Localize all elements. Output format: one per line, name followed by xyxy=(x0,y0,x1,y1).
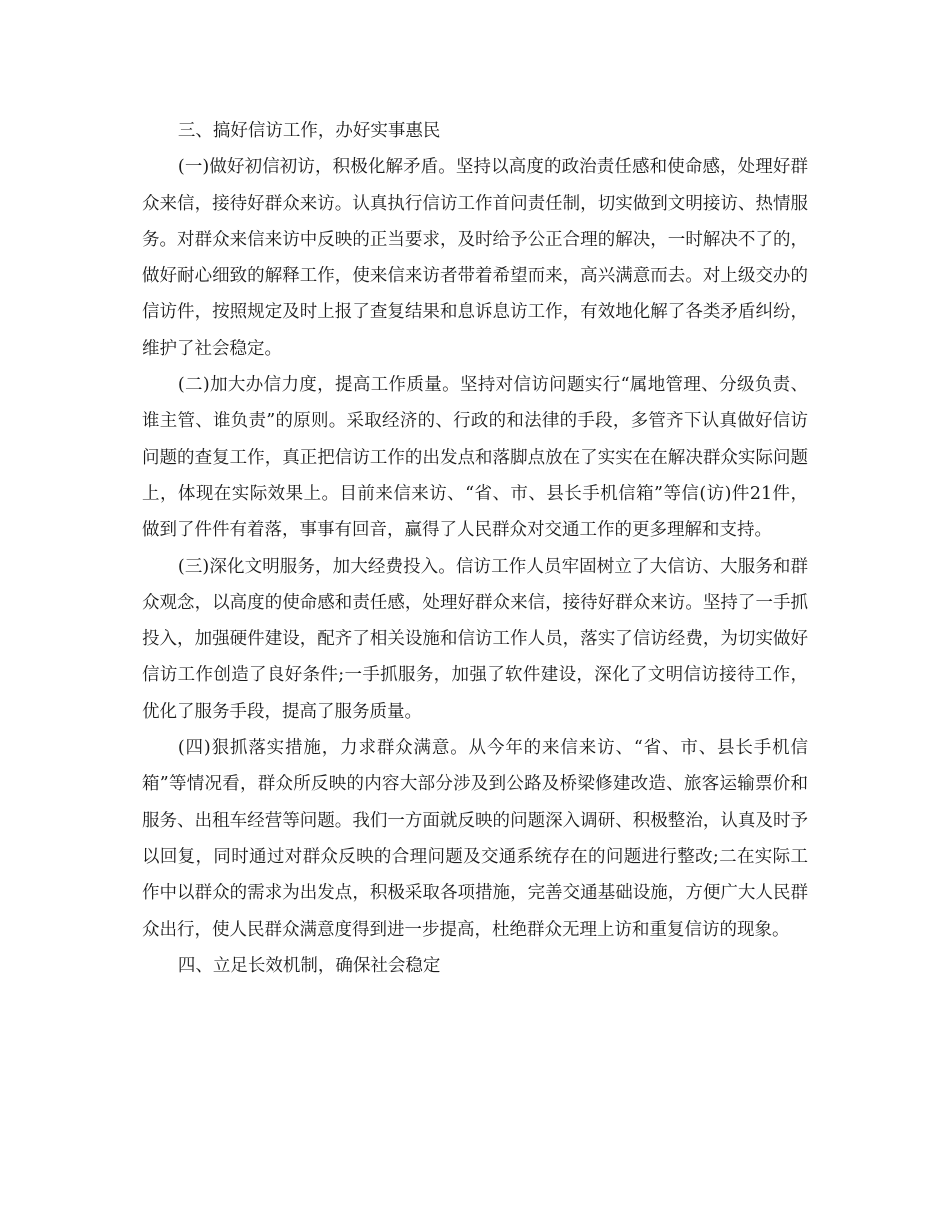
paragraph-item-three: (三)深化文明服务，加大经费投入。信访工作人员牢固树立了大信访、大服务和群众观念，以高度的使命感和责任感，处理好群众来信，接待好群众来访。坚持了一手抓投入，加强硬件建设，配齐了相关设施和信访工作人员，落实了信访经费，为切实做好信访工作创造了良好条件;一手抓服务，加强了软件建设，深化了文明信访接待工作，优化了服务手段，提高了服务质量。 xyxy=(142,556,808,722)
section-heading-three: 三、搞好信访工作，办好实事惠民 xyxy=(177,121,441,141)
paragraph-item-one: (一)做好初信初访，积极化解矛盾。坚持以高度的政治责任感和使命感，处理好群众来信，接待好群众来访。认真执行信访工作首问责任制，切实做到文明接访、热情服务。对群众来信来访中反映的正当要求，及时给予公正合理的解决，一时解决不了的，做好耐心细致的解释工作，使来信来访者带着希望而来，高兴满意而去。对上级交办的信访件，按照规定及时上报了查复结果和息诉息访工作，有效地化解了各类矛盾纠纷，维护了社会稳定。 xyxy=(142,157,808,359)
document-body xyxy=(142,113,808,984)
paragraph-item-two: (二)加大办信力度，提高工作质量。坚持对信访问题实行“属地管理、分级负责、谁主管、谁负责”的原则。采取经济的、行政的和法律的手段，多管齐下认真做好信访问题的查复工作，真正把信访工作的出发点和落脚点放在了实实在在解决群众实际问题上，体现在实际效果上。目前来信来访、“省、市、县长手机信箱”等信(访)件21件，做到了件件有着落，事事有回音，赢得了人民群众对交通工作的更多理解和支持。 xyxy=(142,375,808,541)
paragraph-item-four: (四)狠抓落实措施，力求群众满意。从今年的来信来访、“省、市、县长手机信箱”等情况看，群众所反映的内容大部分涉及到公路及桥梁修建改造、旅客运输票价和服务、出租车经营等问题。我们一方面就反映的问题深入调研、积极整治，认真及时予以回复，同时通过对群众反映的合理问题及交通系统存在的问题进行整改;二在实际工作中以群众的需求为出发点，积极采取各项措施，完善交通基础设施，方便广大人民群众出行，使人民群众满意度得到进一步提高，杜绝群众无理上访和重复信访的现象。 xyxy=(142,738,808,940)
section-heading-four: 四、立足长效机制，确保社会稳定 xyxy=(177,955,441,976)
